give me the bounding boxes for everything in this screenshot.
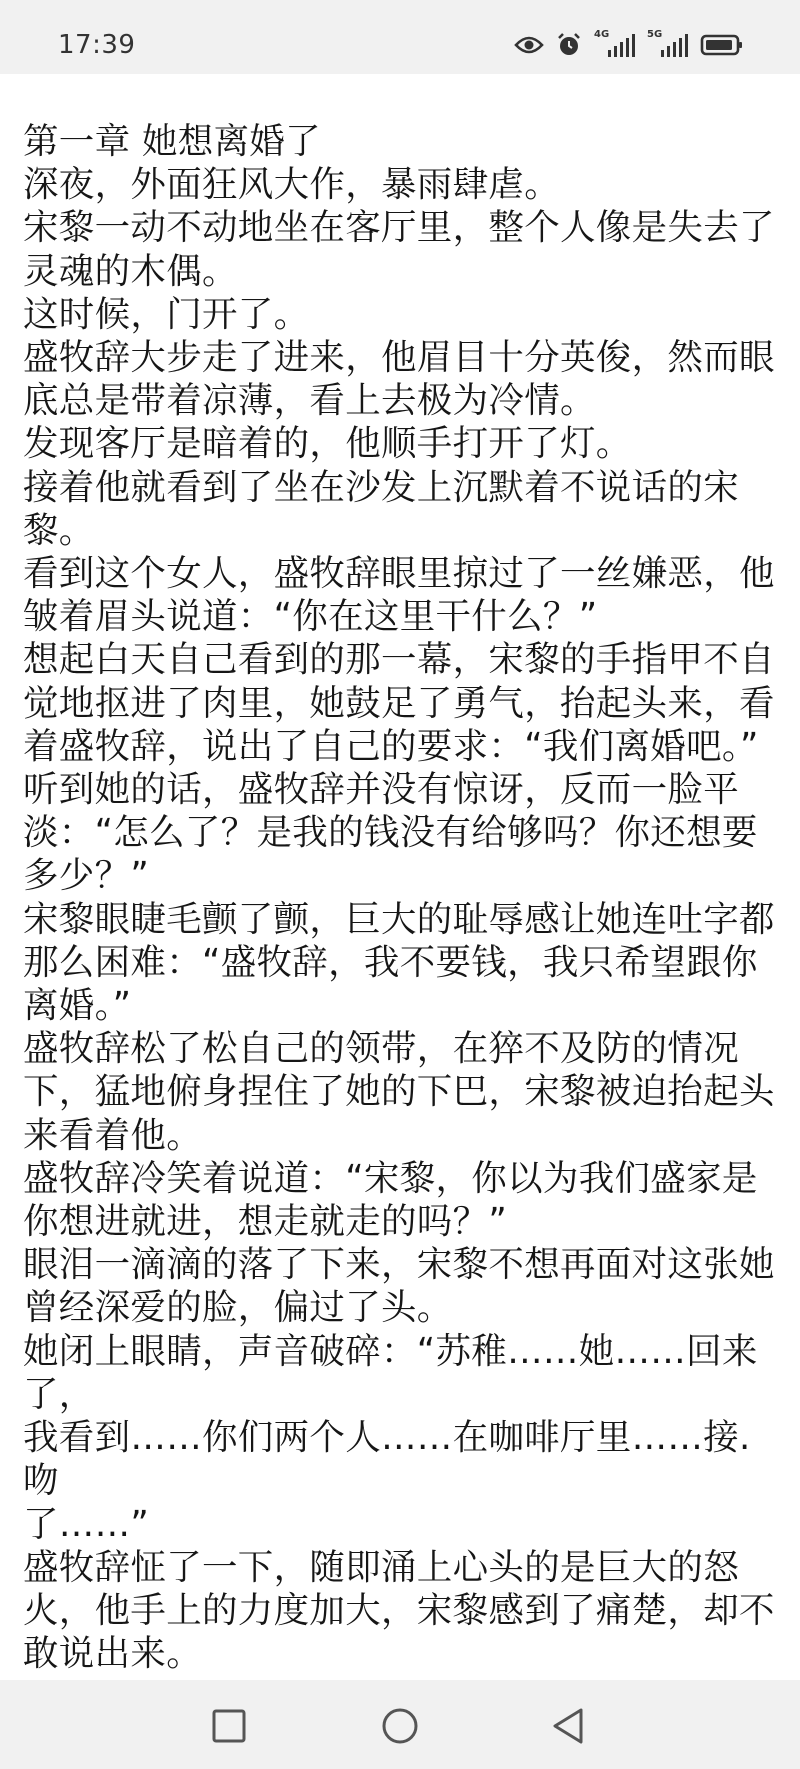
signal-4g-icon <box>594 29 635 57</box>
paragraph: 看到这个女人，盛牧辞眼里掠过了一丝嫌恶，他 皱着眉头说道：“你在这里干什么？” <box>23 553 775 638</box>
paragraph: 接着他就看到了坐在沙发上沉默着不说话的宋 黎。 <box>23 466 740 551</box>
home-button[interactable] <box>376 1702 424 1750</box>
paragraph: 盛牧辞松了松自己的领带，在猝不及防的情况 下，猛地俯身捏住了她的下巴，宋黎被迫抬起头 来看着他。 <box>23 1028 775 1156</box>
back-button[interactable] <box>545 1702 593 1750</box>
status-bar <box>0 0 800 74</box>
paragraph: 发现客厅是暗着的，他顺手打开了灯。 <box>23 423 632 465</box>
eye-icon <box>514 34 544 56</box>
paragraph: 盛牧辞怔了一下，随即涌上心头的是巨大的怒 火，他手上的力度加大，宋黎感到了痛楚，却不 敢说出来。 <box>23 1546 775 1675</box>
recents-button[interactable] <box>205 1702 253 1750</box>
alarm-clock-icon <box>556 32 582 58</box>
paragraph: 她闭上眼睛，声音破碎：“苏稚……她……回来了， 我看到……你们两个人……在咖啡厅里……接.吻 了……” <box>23 1330 758 1545</box>
paragraph: 听到她的话，盛牧辞并没有惊讶，反而一脸平 淡：“怎么了？是我的钱没有给够吗？你还想要 多少？” <box>23 769 758 897</box>
status-time: 17:39 <box>58 30 136 60</box>
network-label-5g: 5G <box>647 29 663 40</box>
navigation-bar <box>0 1680 800 1769</box>
signal-5g-icon <box>647 29 688 57</box>
circle-icon <box>380 1706 420 1746</box>
triangle-back-icon <box>551 1706 587 1746</box>
paragraph: 这时候，门开了。 <box>23 293 310 335</box>
paragraph: 盛牧辞大步走了进来，他眉目十分英俊，然而眼 底总是带着凉薄，看上去极为冷情。 <box>23 337 775 422</box>
paragraph: 宋黎一动不动地坐在客厅里，整个人像是失去了 灵魂的木偶。 <box>23 207 775 292</box>
paragraph: 深夜，外面狂风大作，暴雨肆虐。 <box>23 164 561 206</box>
chapter-text <box>23 120 783 1680</box>
chapter-title: 第一章 她想离婚了 <box>23 121 321 162</box>
network-label-4g: 4G <box>594 29 610 40</box>
paragraph: 盛牧辞冷笑着说道：“宋黎，你以为我们盛家是 你想进就进，想走就走的吗？” <box>23 1157 758 1243</box>
paragraph: 宋黎眼睫毛颤了颤，巨大的耻辱感让她连吐字都 那么困难：“盛牧辞，我不要钱，我只希望跟你 离婚。” <box>23 898 775 1027</box>
status-icons <box>514 30 744 60</box>
paragraph: 想起白天自己看到的那一幕，宋黎的手指甲不自 觉地抠进了肉里，她鼓足了勇气，抬起头来，看 着盛牧辞，说出了自己的要求：“我们离婚吧。” <box>23 639 775 767</box>
paragraph: 眼泪一滴滴的落了下来，宋黎不想再面对这张她 曾经深爱的脸，偏过了头。 <box>23 1244 775 1329</box>
battery-icon <box>700 33 744 57</box>
square-icon <box>211 1708 247 1744</box>
